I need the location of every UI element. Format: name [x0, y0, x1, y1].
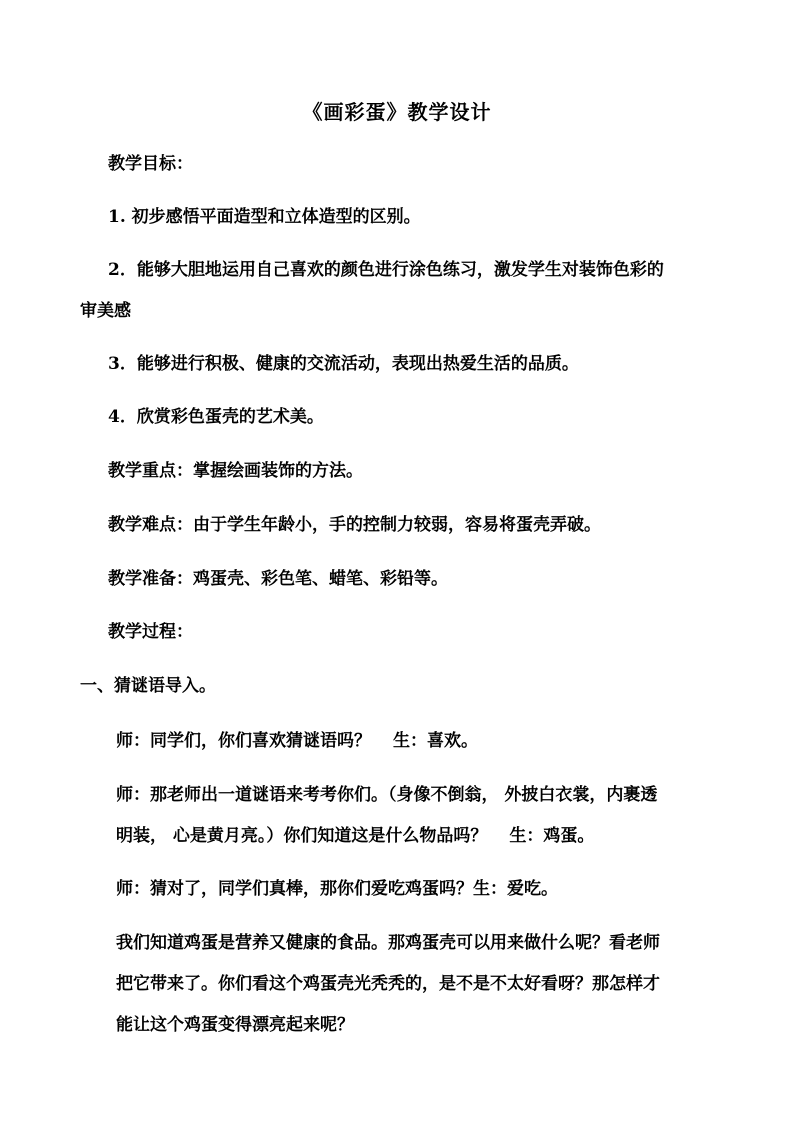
student-answer-2: 生：鸡蛋。 [509, 826, 595, 846]
paragraph-line-3: 能让这个鸡蛋变得漂亮起来呢？ [116, 1015, 354, 1035]
document-title: 《画彩蛋》教学设计 [302, 100, 492, 124]
objectives-heading: 教学目标： [108, 154, 193, 174]
dialog-line-3: 师：猜对了，同学们真棒，那你们爱吃鸡蛋吗？生：爱吃。 [116, 879, 558, 899]
objective-2-continued: 审美感 [80, 301, 131, 321]
dialog-line-2-continued [116, 824, 594, 848]
section-1-heading: 一、猜谜语导入。 [80, 676, 216, 696]
paragraph-line-1: 我们知道鸡蛋是营养又健康的食品。那鸡蛋壳可以用来做什么呢？看老师 [116, 933, 660, 953]
dialog-line-1 [116, 729, 478, 753]
key-point: 教学重点：掌握绘画装饰的方法。 [108, 461, 363, 481]
objective-3: 3．能够进行积极、健康的交流活动，表现出热爱生活的品质。 [108, 354, 579, 374]
teacher-question-2: 明装， 心是黄月亮。）你们知道这是什么物品吗？ [116, 826, 488, 846]
difficulty: 教学难点：由于学生年龄小，手的控制力较弱，容易将蛋壳弄破。 [108, 515, 601, 535]
dialog-line-2: 师：那老师出一道谜语来考考你们。（身像不倒翁， 外披白衣裳，内裹透 [116, 785, 658, 805]
objective-1: 1. 初步感悟平面造型和立体造型的区别。 [108, 207, 421, 227]
process-heading: 教学过程： [108, 622, 193, 642]
objective-4: 4．欣赏彩色蛋壳的艺术美。 [108, 407, 324, 427]
student-answer-1: 生：喜欢。 [393, 731, 478, 751]
teacher-question-1: 师：同学们，你们喜欢猜谜语吗？ [116, 731, 371, 751]
paragraph-line-2: 把它带来了。你们看这个鸡蛋壳光秃秃的，是不是不太好看呀？那怎样才 [116, 974, 660, 994]
objective-2: 2．能够大胆地运用自己喜欢的颜色进行涂色练习，激发学生对装饰色彩的 [108, 260, 664, 280]
preparation: 教学准备：鸡蛋壳、彩色笔、蜡笔、彩铅等。 [108, 569, 448, 589]
